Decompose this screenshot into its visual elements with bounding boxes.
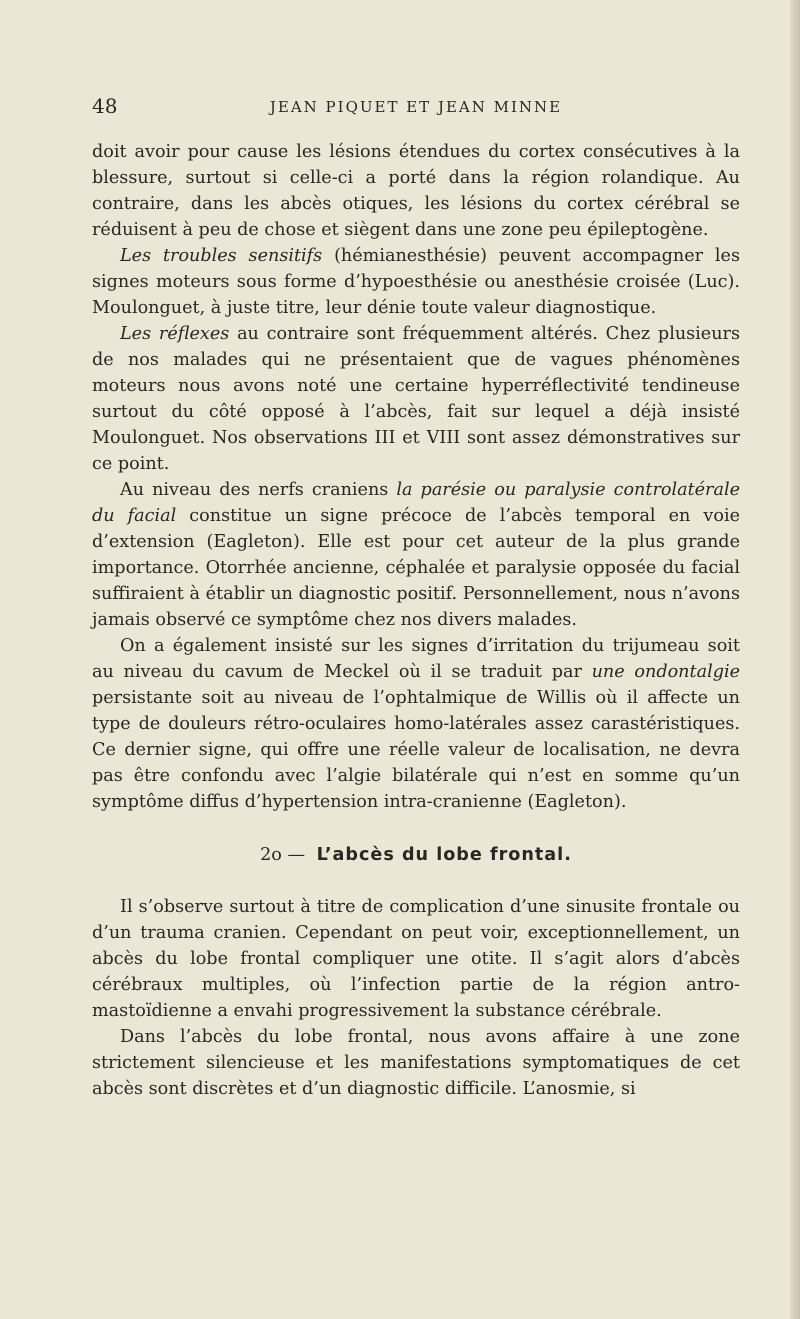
paragraph-5-emphasis: une ondontalgie xyxy=(591,662,740,682)
paragraph-6: Il s’observe surtout à titre de complication d’une sinusite frontale ou d’un trauma cranien. Cependant on peut voir, exceptionnellement, un abcès du lobe frontal compliquer une otite. Il s’agit alors d’abcès cérébraux multiples, où l’infection partie de la région antro-mastoïdienne a envahi progressivement la substance cérébrale. xyxy=(92,897,740,1021)
running-head: JEAN PIQUET ET JEAN MINNE xyxy=(269,98,563,116)
section-number: 2o — xyxy=(260,845,306,865)
paragraph-7: Dans l’abcès du lobe frontal, nous avons affaire à une zone strictement silencieuse et les manifestations symptomatiques de cet abcès sont discrètes et d’un diagnostic difficile. L’anosmie, si xyxy=(92,1027,740,1099)
paragraph-1: doit avoir pour cause les lésions étendues du cortex consécutives à la blessure, surtout si celle-ci a porté dans la région rolandique. Au contraire, dans les abcès otiques, les lésions du cortex cérébral se réduisent à peu de chose et siègent dans une zone peu épileptogène. xyxy=(92,142,740,240)
paragraph-3-text: au contraire sont fréquemment altérés. Chez plusieurs de nos malades qui ne présentaient que de vagues phénomènes moteurs nous avons noté une certaine hyperréflectivité tendineuse surtout du côté opposé à l’abcès, fait sur lequel a déjà insisté Moulonguet. Nos observations III et VIII sont assez démonstratives sur ce point. xyxy=(92,324,740,474)
paragraph-3-emphasis: Les réflexes xyxy=(120,324,230,344)
paragraph-4 xyxy=(92,477,740,633)
page-number: 48 xyxy=(92,94,118,118)
paragraph-4-lead: Au niveau des nerfs craniens xyxy=(120,480,397,500)
paragraph-4-emphasis: la parésie ou paralysie controlatérale du facial xyxy=(92,480,740,526)
paragraph-4-text: constitue un signe précoce de l’abcès temporal en voie d’extension (Eagleton). Elle est pour cet auteur de la plus grande importance. Otorrhée ancienne, céphalée et paralysie opposée du facial suffiraient à établir un diagnostic positif. Personnellement, nous n’avons jamais observé ce symptôme chez nos divers malades. xyxy=(92,506,740,630)
paragraph-2 xyxy=(92,243,740,321)
section-heading xyxy=(92,842,740,868)
paragraph-3 xyxy=(92,321,740,477)
paragraph-2-text: (hémianesthésie) peuvent accompagner les signes moteurs sous forme d’hypoesthésie ou anesthésie croisée (Luc). Moulonguet, à juste titre, leur dénie toute valeur diagnostique. xyxy=(92,246,740,318)
paragraph-5-text: persistante soit au niveau de l’ophtalmique de Willis où il affecte un type de douleurs rétro-oculaires homo-latérales assez carastéristiques. Ce dernier signe, qui offre une réelle valeur de localisation, ne devra pas être confondu avec l’algie bilatérale qui n’est en somme qu’un symptôme diffus d’hypertension intra-cranienne (Eagleton). xyxy=(92,688,740,812)
paragraph-5-lead: On a également insisté sur les signes d’irritation du trijumeau soit au niveau du cavum de Meckel où il se traduit par xyxy=(92,636,740,682)
section-title: L’abcès du lobe frontal. xyxy=(316,845,572,865)
body-text xyxy=(92,139,740,1102)
page-header xyxy=(92,92,740,122)
paragraph-5 xyxy=(92,633,740,815)
page-edge xyxy=(790,0,800,1319)
paragraph-2-emphasis: Les troubles sensitifs xyxy=(120,246,323,266)
